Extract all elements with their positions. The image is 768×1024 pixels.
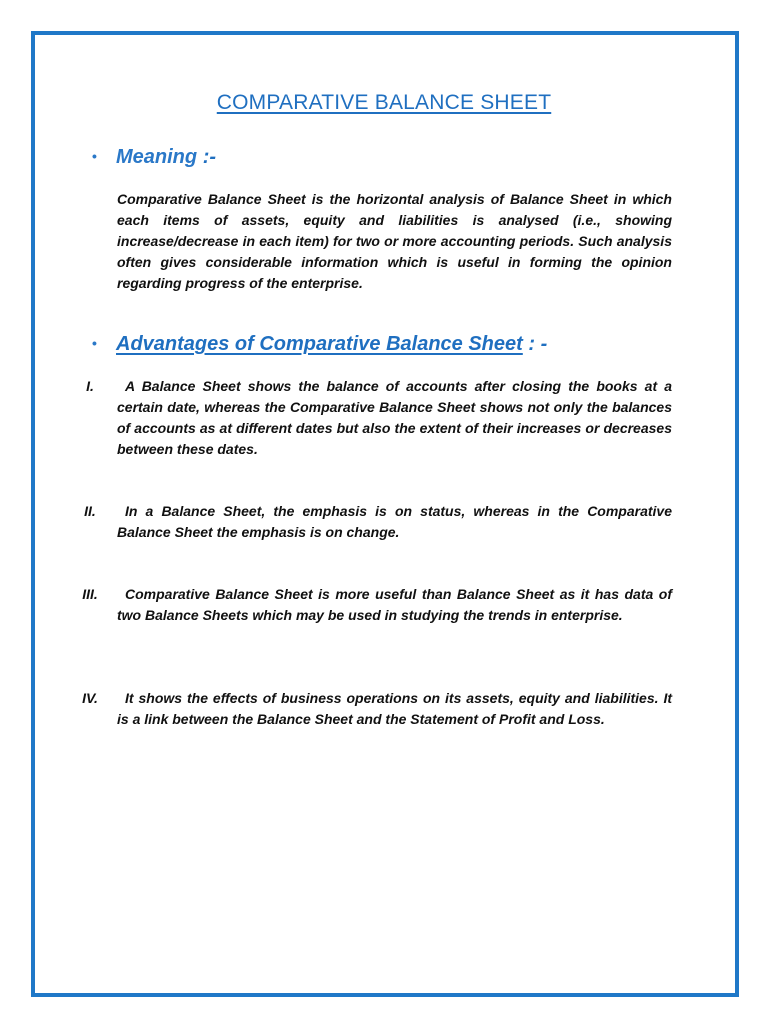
advantage-numeral-4: IV. [82,690,98,706]
meaning-heading-text: Meaning [116,146,198,168]
advantage-text-1: A Balance Sheet shows the balance of accounts after closing the books at a certain date, whereas the Comparative Balance Sheet shows not only the balances of accounts as at different dates but also the extent of their increases or decreases between these dates. [117,378,672,457]
advantage-text-4: It shows the effects of business operations on its assets, equity and liabilities. It is a link between the Balance Sheet and the Statement of Profit and Loss. [117,690,672,727]
advantage-numeral-2: II. [84,503,96,519]
advantage-numeral-1: I. [86,378,94,394]
advantage-text-2: In a Balance Sheet, the emphasis is on status, whereas in the Comparative Balance Sheet the emphasis is on change. [117,503,672,540]
advantage-text-3: Comparative Balance Sheet is more useful than Balance Sheet as it has data of two Balance Sheets which may be used in studying the trends in enterprise. [117,586,672,623]
meaning-heading [92,146,216,169]
document-title: COMPARATIVE BALANCE SHEET [216,91,552,114]
meaning-heading-suffix: :- [202,146,217,168]
advantages-heading [92,333,547,356]
bullet-icon: • [92,335,97,351]
advantage-numeral-3: III. [82,586,98,602]
advantages-heading-suffix: : - [528,333,548,355]
advantages-heading-text: Advantages of Comparative Balance Sheet [116,333,523,355]
meaning-paragraph: Comparative Balance Sheet is the horizontal analysis of Balance Sheet in which each items of assets, equity and liabilities is analysed (i.e., showing increase/decrease in each item) for two or more accounting periods. Such analysis often gives considerable information which is useful in forming the opinion regarding progress of the enterprise. [117,191,672,291]
bullet-icon: • [92,148,97,164]
